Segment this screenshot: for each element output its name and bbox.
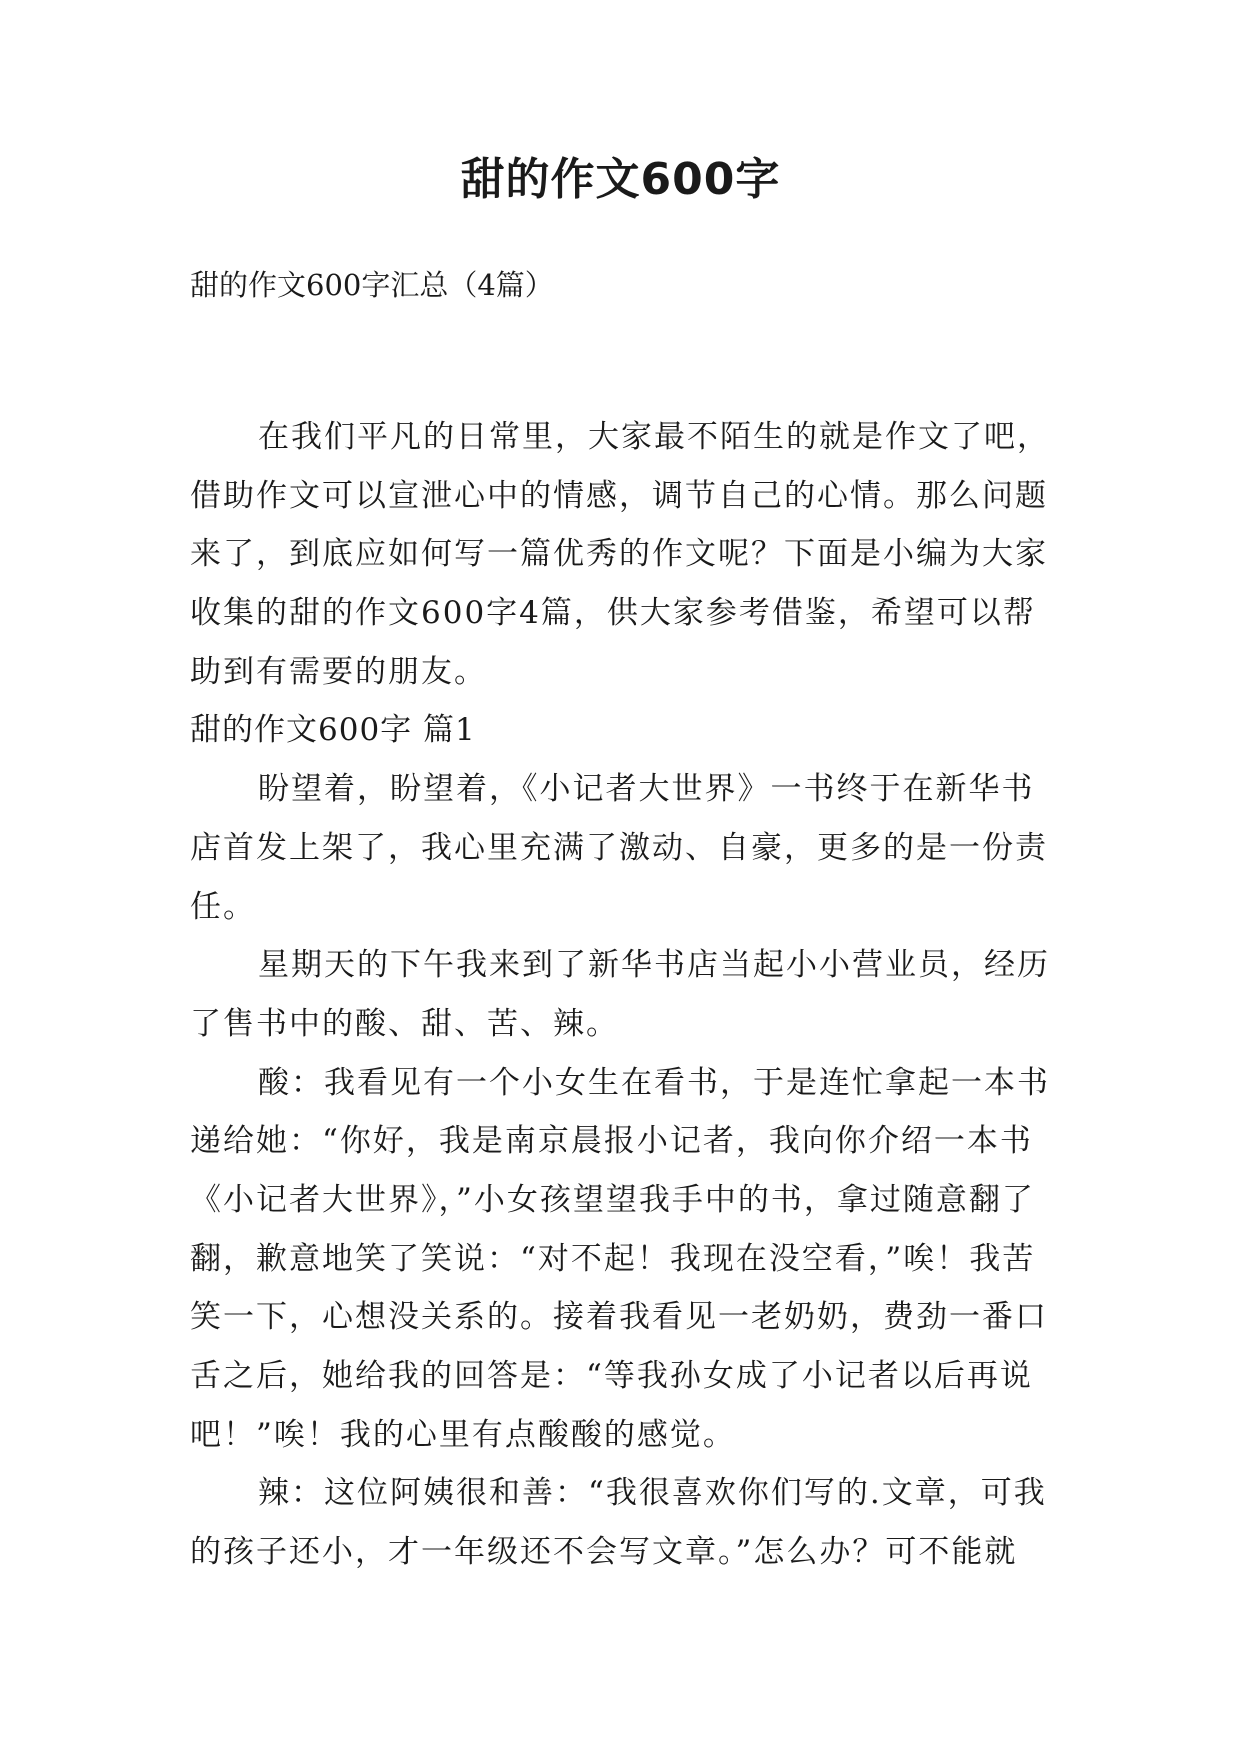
paragraph-line: 笑一下，心想没关系的。接着我看见一老奶奶，费劲一番口 bbox=[190, 1299, 1048, 1336]
paragraph-line: 舌之后，她给我的回答是：“等我孙女成了小记者以后再说 bbox=[190, 1358, 1033, 1394]
paragraph-line: 辣：这位阿姨很和善：“我很喜欢你们写的.文章，可我 bbox=[258, 1475, 1047, 1512]
document-subtitle: 甜的作文600字汇总（4篇） bbox=[190, 268, 554, 302]
paragraph-line: 店首发上架了，我心里充满了激动、自豪，更多的是一份责 bbox=[190, 829, 1048, 866]
paragraph-line: 了售书中的酸、甜、苦、辣。 bbox=[190, 1005, 619, 1042]
paragraph-line: 递给她：“你好，我是南京晨报小记者，我向你介绍一本书 bbox=[190, 1123, 1033, 1160]
paragraph-line: 《小记者大世界》，”小女孩望望我手中的书，拿过随意翻了 bbox=[190, 1181, 1035, 1218]
paragraph-line: 任。 bbox=[190, 888, 256, 925]
paragraph-line: 吧！”唉！我的心里有点酸酸的感觉。 bbox=[190, 1416, 736, 1453]
intro-line: 在我们平凡的日常里，大家最不陌生的就是作文了吧， bbox=[258, 419, 1050, 455]
document-body bbox=[190, 408, 1060, 1582]
intro-line: 借助作文可以宣泄心中的情感，调节自己的心情。那么问题 bbox=[190, 477, 1048, 514]
paragraph-line: 盼望着，盼望着，《小记者大世界》一书终于在新华书 bbox=[258, 771, 1035, 808]
document-title: 甜的作文600字 bbox=[460, 154, 781, 205]
paragraph-line: 酸：我看见有一个小女生在看书，于是连忙拿起一本书 bbox=[258, 1064, 1050, 1101]
paragraph-line: 翻，歉意地笑了笑说：“对不起！我现在没空看，”唉！我苦 bbox=[190, 1240, 1036, 1277]
paragraph-line: 星期天的下午我来到了新华书店当起小小营业员，经历 bbox=[258, 947, 1050, 984]
intro-line: 来了，到底应如何写一篇优秀的作文呢？下面是小编为大家 bbox=[190, 536, 1048, 573]
section-heading: 甜的作文600字 篇1 bbox=[190, 712, 476, 749]
paragraph-line: 的孩子还小，才一年级还不会写文章。”怎么办？可不能就 bbox=[190, 1534, 1018, 1571]
intro-line: 收集的甜的作文600字4篇，供大家参考借鉴，希望可以帮 bbox=[190, 595, 1036, 632]
intro-line: 助到有需要的朋友。 bbox=[190, 653, 487, 690]
